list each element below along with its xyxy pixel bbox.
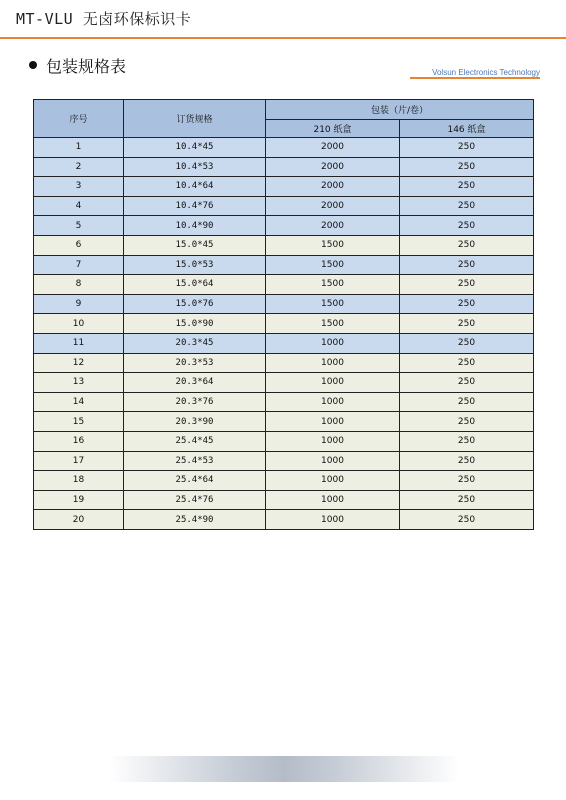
- cell-index: 3: [34, 177, 124, 197]
- table-row: [34, 353, 534, 373]
- cell-spec: 25.4*45: [124, 431, 266, 451]
- cell-index: 8: [34, 275, 124, 295]
- cell-spec: 15.0*64: [124, 275, 266, 295]
- table-row: [34, 235, 534, 255]
- cell-box-210: 2000: [266, 138, 400, 158]
- table-row: [34, 196, 534, 216]
- cell-spec: 15.0*45: [124, 235, 266, 255]
- cell-box-146: 250: [400, 275, 534, 295]
- table-row: [34, 294, 534, 314]
- cell-spec: 25.4*90: [124, 510, 266, 530]
- cell-spec: 20.3*90: [124, 412, 266, 432]
- table-row: [34, 392, 534, 412]
- cell-index: 6: [34, 235, 124, 255]
- cell-index: 13: [34, 373, 124, 393]
- cell-spec: 25.4*76: [124, 490, 266, 510]
- cell-box-210: 2000: [266, 177, 400, 197]
- cell-index: 1: [34, 138, 124, 158]
- cell-index: 15: [34, 412, 124, 432]
- cell-box-146: 250: [400, 177, 534, 197]
- cell-spec: 25.4*53: [124, 451, 266, 471]
- cell-index: 4: [34, 196, 124, 216]
- cell-box-146: 250: [400, 392, 534, 412]
- cell-index: 12: [34, 353, 124, 373]
- cell-index: 11: [34, 333, 124, 353]
- cell-box-210: 1500: [266, 294, 400, 314]
- cell-spec: 25.4*64: [124, 471, 266, 491]
- cell-index: 16: [34, 431, 124, 451]
- cell-box-210: 1000: [266, 353, 400, 373]
- header-divider: [0, 37, 566, 39]
- cell-spec: 10.4*64: [124, 177, 266, 197]
- table-row: [34, 451, 534, 471]
- cell-box-210: 1000: [266, 471, 400, 491]
- cell-spec: 10.4*90: [124, 216, 266, 236]
- cell-box-210: 2000: [266, 216, 400, 236]
- cell-box-210: 1000: [266, 510, 400, 530]
- cell-index: 7: [34, 255, 124, 275]
- cell-box-210: 1000: [266, 490, 400, 510]
- cell-box-210: 1000: [266, 451, 400, 471]
- cell-box-146: 250: [400, 490, 534, 510]
- cell-box-146: 250: [400, 431, 534, 451]
- cell-index: 20: [34, 510, 124, 530]
- header-box-146: 146 纸盒: [400, 120, 534, 138]
- cell-box-146: 250: [400, 138, 534, 158]
- cell-box-146: 250: [400, 333, 534, 353]
- cell-index: 10: [34, 314, 124, 334]
- cell-box-146: 250: [400, 157, 534, 177]
- section-divider: [410, 77, 540, 79]
- table-row: [34, 157, 534, 177]
- footer-gradient-band: [108, 756, 460, 782]
- table-row: [34, 314, 534, 334]
- cell-box-210: 1000: [266, 373, 400, 393]
- cell-spec: 20.3*76: [124, 392, 266, 412]
- table-row: [34, 138, 534, 158]
- cell-box-146: 250: [400, 255, 534, 275]
- cell-box-146: 250: [400, 294, 534, 314]
- cell-spec: 20.3*53: [124, 353, 266, 373]
- table-row: [34, 490, 534, 510]
- cell-box-146: 250: [400, 412, 534, 432]
- cell-spec: 20.3*45: [124, 333, 266, 353]
- section-bullet-icon: [29, 61, 37, 69]
- cell-box-146: 250: [400, 314, 534, 334]
- cell-box-210: 1500: [266, 235, 400, 255]
- header-box-210: 210 纸盒: [266, 120, 400, 138]
- cell-box-210: 1500: [266, 255, 400, 275]
- table-row: [34, 177, 534, 197]
- cell-box-210: 2000: [266, 157, 400, 177]
- brand-tagline: Volsun Electronics Technology: [432, 68, 540, 77]
- header-spec: 订货规格: [124, 100, 266, 138]
- cell-box-210: 2000: [266, 196, 400, 216]
- cell-box-146: 250: [400, 235, 534, 255]
- cell-index: 14: [34, 392, 124, 412]
- cell-box-146: 250: [400, 216, 534, 236]
- table-row: [34, 275, 534, 295]
- packaging-spec-table: [33, 99, 534, 530]
- document-title: MT-VLU 无卤环保标识卡: [16, 10, 192, 28]
- cell-box-210: 1500: [266, 314, 400, 334]
- cell-spec: 10.4*76: [124, 196, 266, 216]
- cell-box-146: 250: [400, 451, 534, 471]
- cell-spec: 15.0*90: [124, 314, 266, 334]
- cell-index: 19: [34, 490, 124, 510]
- cell-index: 18: [34, 471, 124, 491]
- cell-index: 5: [34, 216, 124, 236]
- cell-box-210: 1000: [266, 392, 400, 412]
- cell-box-210: 1000: [266, 333, 400, 353]
- cell-index: 2: [34, 157, 124, 177]
- table-body: [34, 138, 534, 530]
- cell-spec: 15.0*76: [124, 294, 266, 314]
- cell-box-146: 250: [400, 510, 534, 530]
- table-row: [34, 373, 534, 393]
- cell-box-146: 250: [400, 353, 534, 373]
- table-row: [34, 510, 534, 530]
- cell-spec: 10.4*53: [124, 157, 266, 177]
- section-title: 包装规格表: [46, 57, 127, 76]
- table-row: [34, 333, 534, 353]
- table-row: [34, 216, 534, 236]
- cell-box-210: 1000: [266, 431, 400, 451]
- header-index: 序号: [34, 100, 124, 138]
- cell-box-146: 250: [400, 471, 534, 491]
- table-row: [34, 431, 534, 451]
- cell-spec: 10.4*45: [124, 138, 266, 158]
- cell-box-210: 1000: [266, 412, 400, 432]
- header-packaging: 包装（片/卷）: [266, 100, 534, 120]
- table-row: [34, 255, 534, 275]
- cell-index: 9: [34, 294, 124, 314]
- cell-spec: 15.0*53: [124, 255, 266, 275]
- cell-spec: 20.3*64: [124, 373, 266, 393]
- cell-box-146: 250: [400, 196, 534, 216]
- cell-index: 17: [34, 451, 124, 471]
- cell-box-146: 250: [400, 373, 534, 393]
- table-row: [34, 471, 534, 491]
- cell-box-210: 1500: [266, 275, 400, 295]
- table-row: [34, 412, 534, 432]
